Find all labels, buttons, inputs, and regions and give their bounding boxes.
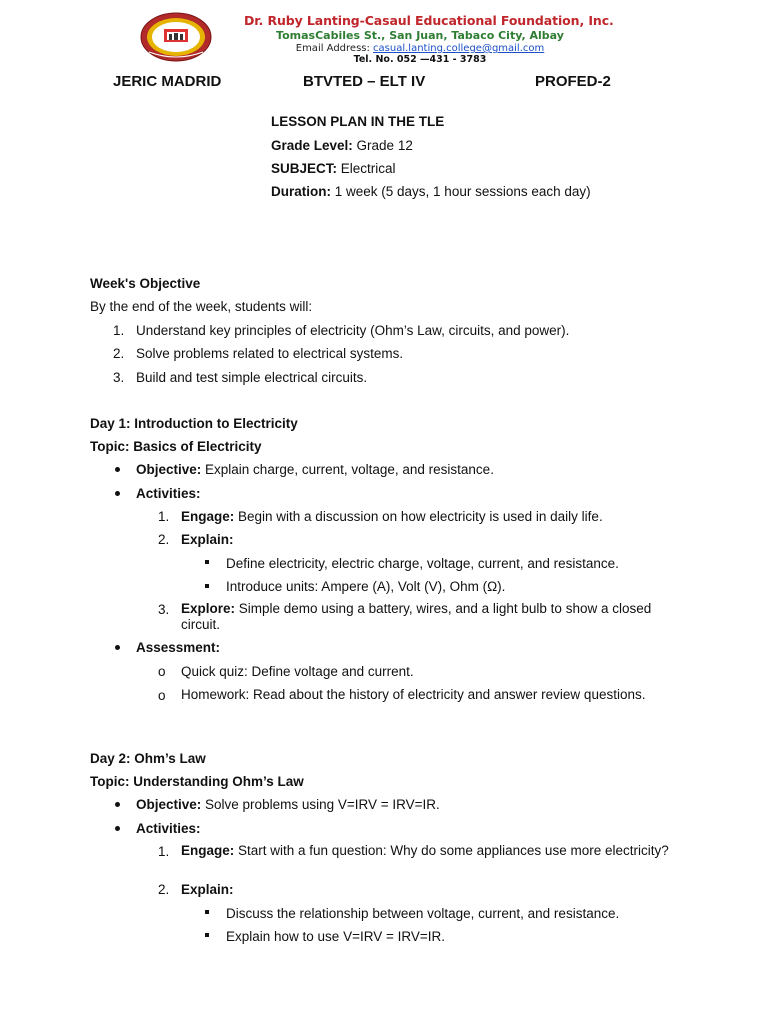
email-label: Email Address:	[295, 43, 374, 54]
engage-text: Start with a fun question: Why do some appliances use more electricity?	[234, 843, 669, 858]
bullet-icon	[115, 467, 120, 472]
day1-assessment-label: Assessment:	[136, 640, 221, 655]
plan-title: LESSON PLAN IN THE TLE	[271, 114, 445, 129]
objective-item: Solve problems related to electrical systems.	[136, 346, 404, 361]
subject-value: Electrical	[337, 161, 396, 176]
email-link[interactable]: casual.lanting.college@gmail.com	[373, 43, 545, 54]
circle-bullet-icon: o	[158, 664, 166, 679]
explore-text: Simple demo using a battery, wires, and a light bulb to show a closed circuit.	[181, 601, 652, 632]
subject-label: SUBJECT:	[271, 161, 338, 176]
bullet-icon	[115, 802, 120, 807]
activity-number: 1.	[158, 844, 170, 859]
bullet-icon	[115, 491, 120, 496]
objective-item: Build and test simple electrical circuits.	[136, 370, 368, 385]
day2-activities-label: Activities:	[136, 821, 201, 836]
week-objective-heading: Week's Objective	[90, 276, 201, 291]
organization-address: TomasCabiles St., San Juan, Tabaco City, Albay	[276, 29, 564, 42]
day1-objective	[136, 461, 494, 478]
telephone-number: Tel. No. 052 —431 - 3783	[353, 54, 487, 65]
subject-line	[271, 160, 396, 177]
email-line	[244, 43, 596, 54]
bullet-icon	[115, 645, 120, 650]
square-bullet-icon	[205, 584, 209, 588]
objective-label: Objective:	[136, 462, 202, 477]
day1-topic: Topic: Basics of Electricity	[90, 439, 262, 454]
duration-line	[271, 183, 591, 200]
grade-label: Grade Level:	[271, 138, 353, 153]
bullet-icon	[115, 826, 120, 831]
grade-level	[271, 137, 413, 154]
activity-number: 2.	[158, 882, 170, 897]
objective-text: Explain charge, current, voltage, and resistance.	[201, 462, 494, 477]
week-intro: By the end of the week, students will:	[90, 299, 313, 314]
circle-bullet-icon: o	[158, 688, 166, 703]
subject-code: PROFED-2	[535, 73, 611, 90]
explain-item: Introduce units: Ampere (A), Volt (V), Ohm (Ω).	[226, 579, 506, 594]
day1-activities-label: Activities:	[136, 486, 201, 501]
day1-explain-label: Explain:	[181, 532, 234, 547]
square-bullet-icon	[205, 560, 209, 564]
student-name: JERIC MADRID	[113, 73, 222, 90]
objective-number: 2.	[113, 346, 125, 361]
foundation-seal-logo	[140, 12, 212, 62]
explain-item: Discuss the relationship between voltage, current, and resistance.	[226, 906, 620, 921]
assessment-item: Homework: Read about the history of electricity and answer review questions.	[181, 687, 646, 702]
objective-label: Objective:	[136, 797, 202, 812]
engage-label: Engage:	[181, 843, 235, 858]
day2-objective	[136, 796, 440, 813]
duration-value: 1 week (5 days, 1 hour sessions each day)	[331, 184, 591, 199]
day2-heading: Day 2: Ohm’s Law	[90, 751, 206, 766]
organization-name: Dr. Ruby Lanting-Casaul Educational Foundation, Inc.	[244, 13, 614, 28]
activity-number: 1.	[158, 509, 170, 524]
objective-number: 1.	[113, 323, 125, 338]
day1-explore	[181, 601, 681, 633]
objective-number: 3.	[113, 370, 125, 385]
activity-number: 2.	[158, 532, 170, 547]
letterhead	[244, 13, 614, 65]
grade-value: Grade 12	[352, 138, 413, 153]
explore-label: Explore:	[181, 601, 236, 616]
day2-topic: Topic: Understanding Ohm’s Law	[90, 774, 304, 789]
objective-text: Solve problems using V=IRV = IRV=IR.	[201, 797, 440, 812]
day2-engage	[181, 843, 671, 859]
course-label: BTVTED – ELT IV	[303, 73, 426, 90]
explain-item: Define electricity, electric charge, voltage, current, and resistance.	[226, 556, 619, 571]
explain-item: Explain how to use V=IRV = IRV=IR.	[226, 929, 445, 944]
objective-item: Understand key principles of electricity (Ohm’s Law, circuits, and power).	[136, 323, 570, 338]
activity-number: 3.	[158, 602, 170, 617]
day1-heading: Day 1: Introduction to Electricity	[90, 416, 298, 431]
engage-label: Engage:	[181, 509, 235, 524]
day2-explain-label: Explain:	[181, 882, 234, 897]
engage-text: Begin with a discussion on how electricity is used in daily life.	[234, 509, 603, 524]
assessment-item: Quick quiz: Define voltage and current.	[181, 664, 414, 679]
square-bullet-icon	[205, 910, 209, 914]
day1-engage	[181, 508, 603, 525]
duration-label: Duration:	[271, 184, 331, 199]
square-bullet-icon	[205, 933, 209, 937]
